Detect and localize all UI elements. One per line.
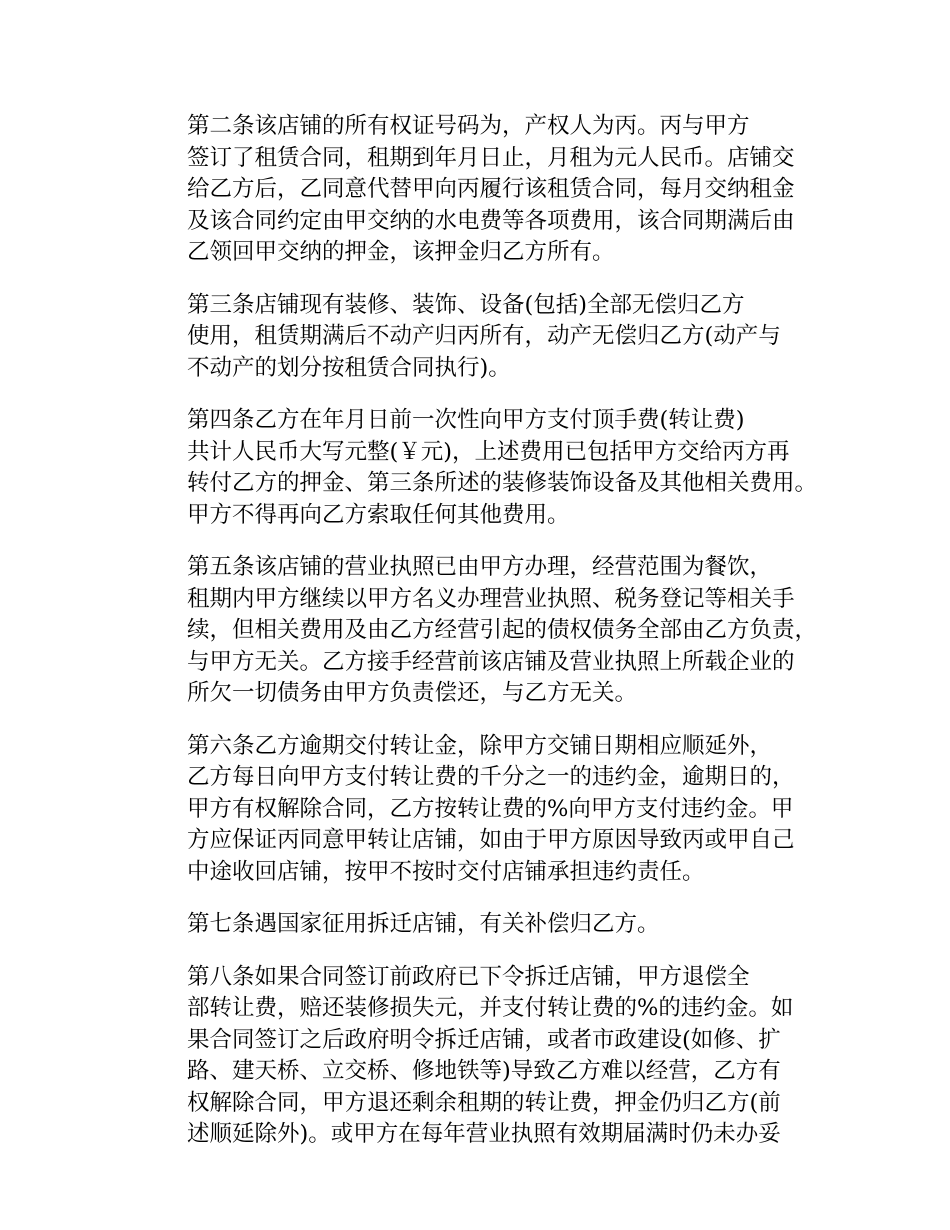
text-line: 所欠一切债务由甲方负责偿还，与乙方无关。 [187, 680, 638, 706]
text-line: 不动产的划分按租赁合同执行)。 [187, 354, 511, 381]
text-line: 及该合同约定由甲交纳的水电费等各项费用，该合同期满后由 [187, 207, 795, 234]
text-line: 乙领回甲交纳的押金，该押金归乙方所有。 [187, 239, 615, 265]
text-line: 中途收回店铺，按甲不按时交付店铺承担违约责任。 [187, 858, 705, 885]
article-7-paragraph [142, 909, 822, 941]
text-line: 方应保证丙同意甲转让店铺，如由于甲方原因导致丙或甲自己 [187, 827, 795, 853]
text-line: 第六条乙方逾期交付转让金，除甲方交铺日期相应顺延外， [187, 732, 773, 759]
text-line: 乙方每日向甲方支付转让费的千分之一的违约金，逾期日的， [187, 764, 795, 790]
text-line: 第二条该店铺的所有权证号码为，产权人为丙。丙与甲方 [187, 113, 750, 139]
text-line: 共计人民币大写元整(￥元)，上述费用已包括甲方交给丙方再 [187, 438, 790, 465]
text-line: 第七条遇国家征用拆迁店铺，有关补偿归乙方。 [187, 911, 660, 937]
text-line: 第三条店铺现有装修、装饰、设备(包括)全部无偿归乙方 [187, 291, 745, 318]
text-line: 使用，租赁期满后不动产归丙所有，动产无偿归乙方(动产与 [187, 323, 781, 349]
text-line: 续，但相关费用及由乙方经营引起的债权债务全部由乙方负责， [187, 617, 818, 643]
text-line: 租期内甲方继续以甲方名义办理营业执照、税务登记等相关手 [187, 585, 795, 612]
text-line: 转付乙方的押金、第三条所述的装修装饰设备及其他相关费用。 [187, 470, 818, 496]
text-line: 部转让费，赔还装修损失元，并支付转让费的%的违约金。如 [187, 995, 794, 1021]
text-line: 权解除合同，甲方退还剩余租期的转让费，押金仍归乙方(前 [187, 1089, 781, 1116]
text-line: 与甲方无关。乙方接手经营前该店铺及营业执照上所载企业的 [187, 648, 795, 675]
article-8-paragraph [142, 962, 822, 1151]
contract-body [142, 111, 822, 1172]
text-line: 果合同签订之后政府明令拆迁店铺，或者市政建设(如修、扩 [187, 1026, 781, 1053]
article-3-paragraph [142, 290, 822, 385]
text-line: 甲方不得再向乙方索取任何其他费用。 [187, 501, 570, 528]
text-line: 签订了租赁合同，租期到年月日止，月租为元人民币。店铺交 [187, 144, 795, 171]
text-line: 给乙方后，乙同意代替甲向丙履行该租赁合同，每月交纳租金 [187, 176, 795, 202]
article-2-paragraph [142, 111, 822, 269]
text-line: 路、建天桥、立交桥、修地铁等)导致乙方难以经营，乙方有 [187, 1058, 781, 1084]
text-line: 第五条该店铺的营业执照已由甲方办理，经营范围为餐饮， [187, 554, 773, 580]
article-5-paragraph [142, 552, 822, 710]
text-line: 第四条乙方在年月日前一次性向甲方支付顶手费(转让费) [187, 407, 745, 433]
text-line: 述顺延除外)。或甲方在每年营业执照有效期届满时仍未办妥 [187, 1121, 781, 1147]
article-4-paragraph [142, 405, 822, 531]
article-6-paragraph [142, 731, 822, 889]
text-line: 第八条如果合同签订前政府已下令拆迁店铺，甲方退偿全 [187, 963, 750, 990]
text-line: 甲方有权解除合同，乙方按转让费的%向甲方支付违约金。甲 [187, 795, 794, 822]
